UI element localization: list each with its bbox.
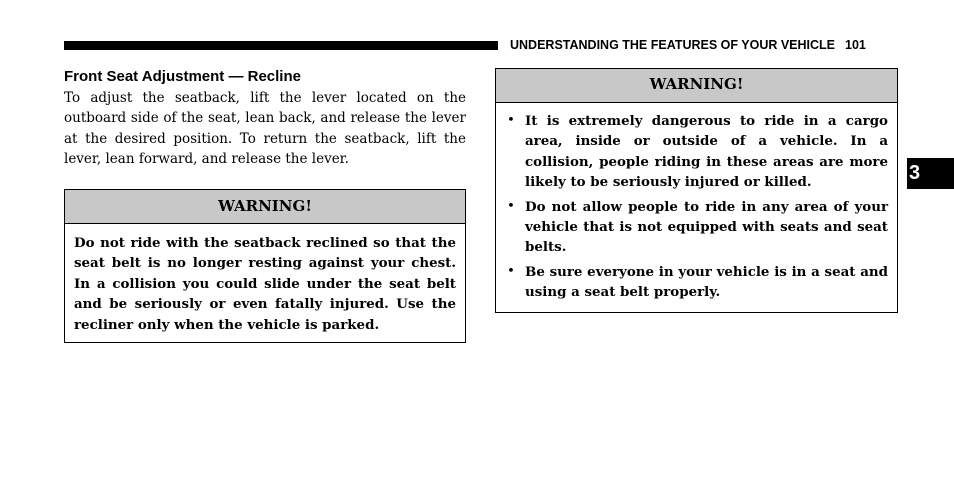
warning-heading: WARNING! xyxy=(496,69,897,103)
warning-item-text: It is extremely dangerous to ride in a cargo area, inside or outside of a vehicle. In a collision, people riding in these areas are more likely to be seriously injured or killed. xyxy=(525,113,888,191)
running-header xyxy=(510,37,896,53)
warning-list-item xyxy=(507,262,888,303)
warning-box-cargo xyxy=(495,68,898,313)
warning-text: Do not ride with the seatback reclined so that the seat belt is no longer resting against your chest. In a collision you could slide under the seat belt and be seriously or even fatally injured. Use the recliner only when the vehicle is parked. xyxy=(74,235,456,333)
warning-item-text: Be sure everyone in your vehicle is in a seat and using a seat belt properly. xyxy=(525,263,888,301)
bullet-icon: • xyxy=(507,198,515,214)
warning-list-item xyxy=(507,197,888,258)
chapter-title: UNDERSTANDING THE FEATURES OF YOUR VEHICLE xyxy=(510,38,836,52)
bullet-icon: • xyxy=(507,113,515,128)
warning-list-item xyxy=(507,111,888,193)
warning-heading: WARNING! xyxy=(65,190,465,224)
section-body: To adjust the seatback, lift the lever located on the outboard side of the seat, lean back, and release the lever at the desired position. To return the seatback, lift the lever, lean forward, and release the lever. xyxy=(64,90,466,168)
chapter-tab: 3 xyxy=(907,158,954,189)
header-rule xyxy=(64,41,498,50)
warning-list xyxy=(496,103,897,303)
page-number: 101 xyxy=(845,38,866,52)
section-title: Front Seat Adjustment — Recline xyxy=(64,68,301,85)
warning-item-text: Do not allow people to ride in any area of your vehicle that is not equipped with seats and seat belts. xyxy=(525,198,888,256)
bullet-icon: • xyxy=(507,263,515,279)
warning-box-recline xyxy=(64,189,466,343)
